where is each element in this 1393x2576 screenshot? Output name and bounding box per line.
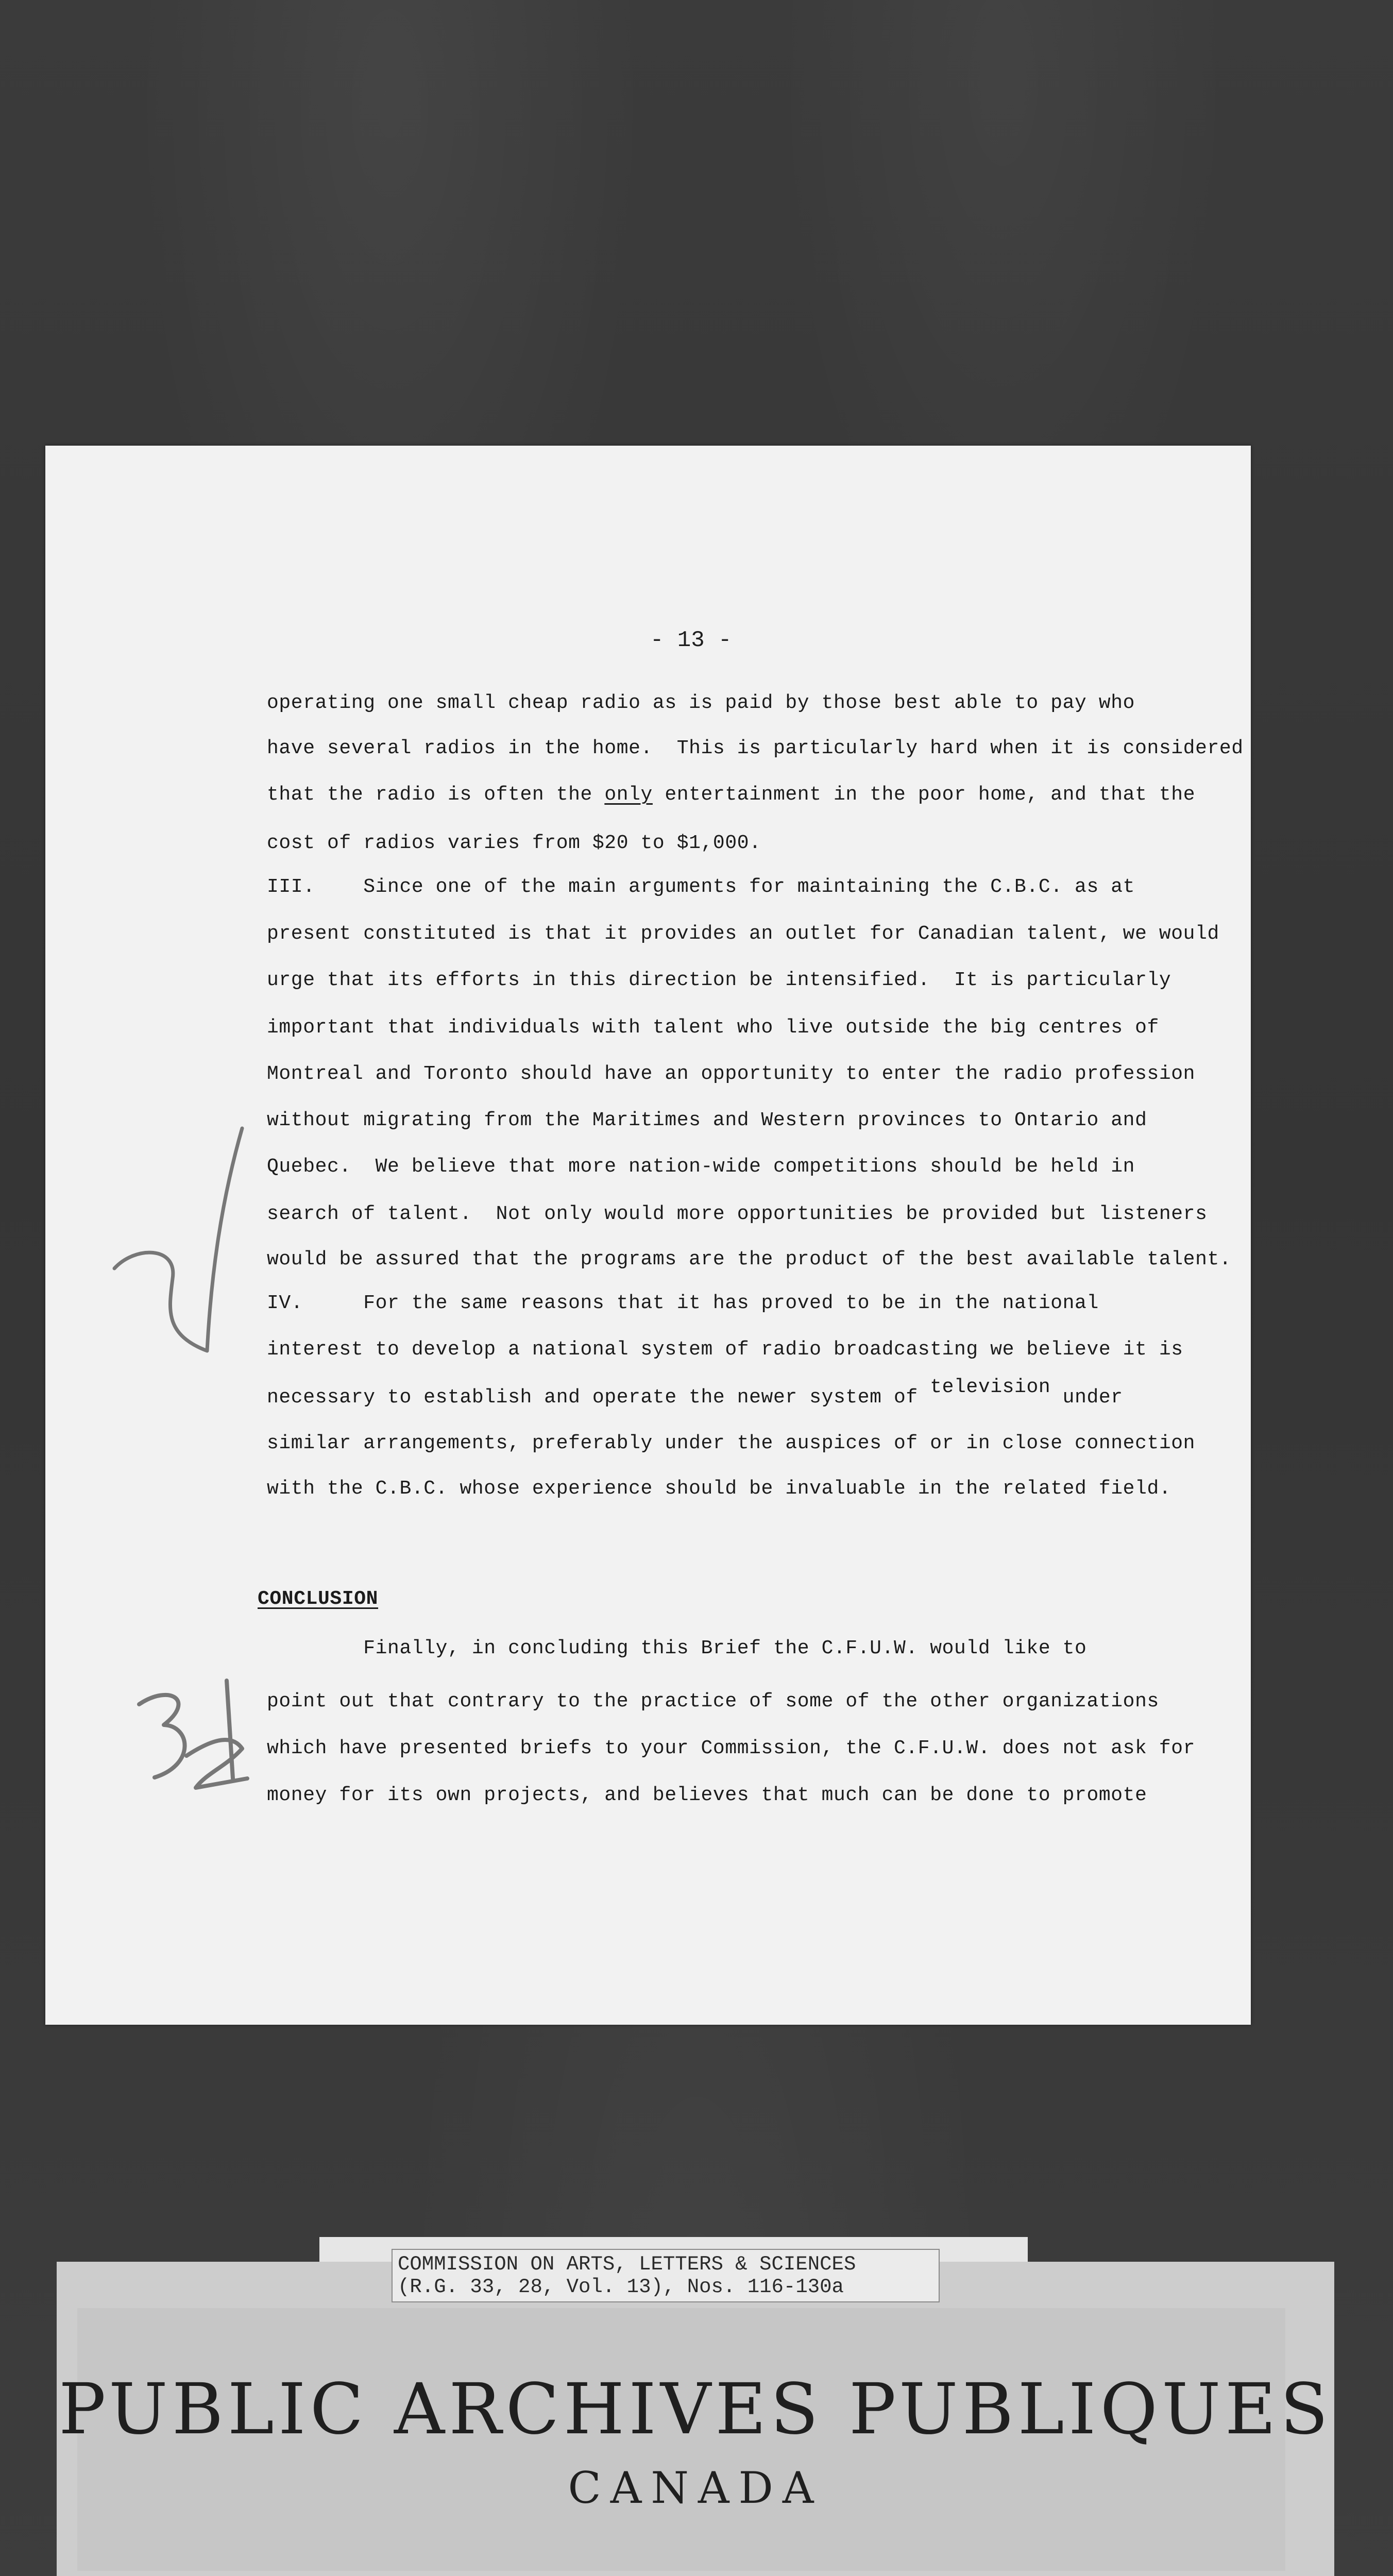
archive-card <box>57 2262 1334 2576</box>
body-line: would be assured that the programs are the product of the best available talent. <box>267 1248 1232 1270</box>
body-line: important that individuals with talent who live outside the big centres of <box>267 1016 1159 1039</box>
body-line: that the radio is often the only entertainment in the poor home, and that the <box>267 784 1196 806</box>
section-heading: CONCLUSION <box>258 1588 379 1610</box>
body-line: urge that its efforts in this direction be intensified. It is particularly <box>267 969 1171 991</box>
handwritten-mark-2 <box>114 1128 242 1351</box>
body-line: with the C.B.C. whose experience should be invaluable in the related field. <box>267 1478 1171 1500</box>
collection-label <box>392 2249 940 2302</box>
body-line: interest to develop a national system of radio broadcasting we believe it is <box>267 1338 1183 1361</box>
underlined-word: only <box>604 784 653 806</box>
body-line: present constituted is that it provides an outlet for Canadian talent, we would <box>267 923 1219 945</box>
body-line: which have presented briefs to your Commission, the C.F.U.W. does not ask for <box>267 1737 1196 1759</box>
collection-line-2: (R.G. 33, 28, Vol. 13), Nos. 116-130a <box>398 2276 844 2298</box>
body-line: have several radios in the home. This is particularly hard when it is considered <box>267 737 1244 759</box>
collection-line-1: COMMISSION ON ARTS, LETTERS & SCIENCES <box>398 2253 856 2276</box>
archive-title: PUBLIC ARCHIVES PUBLIQUES <box>58 2369 1333 2450</box>
inserted-word: television <box>930 1376 1051 1398</box>
body-line: III. Since one of the main arguments for maintaining the C.B.C. as at <box>267 876 1135 898</box>
body-line: IV. For the same reasons that it has proved to be in the national <box>267 1292 1099 1314</box>
body-line: Montreal and Toronto should have an opportunity to enter the radio profession <box>267 1063 1196 1085</box>
body-line: point out that contrary to the practice of some of the other organizations <box>267 1690 1159 1713</box>
body-line: Finally, in concluding this Brief the C.F.U.W. would like to <box>267 1637 1087 1659</box>
body-line: without migrating from the Maritimes and Western provinces to Ontario and <box>267 1109 1147 1131</box>
body-line: search of talent. Not only would more opportunities be provided but listeners <box>267 1203 1208 1225</box>
handwritten-mark-32 <box>139 1681 247 1788</box>
body-line: operating one small cheap radio as is paid by those best able to pay who <box>267 692 1135 714</box>
page-number: - 13 - <box>650 628 732 653</box>
body-line: cost of radios varies from $20 to $1,000. <box>267 832 761 854</box>
body-line: Quebec. We believe that more nation-wide competitions should be held in <box>267 1156 1135 1178</box>
body-line: similar arrangements, preferably under the auspices of or in close connection <box>267 1432 1196 1454</box>
body-line: money for its own projects, and believes that much can be done to promote <box>267 1784 1147 1806</box>
body-line: necessary to establish and operate the newer system of television under <box>267 1376 1123 1409</box>
archive-subtitle: CANADA <box>568 2463 823 2513</box>
